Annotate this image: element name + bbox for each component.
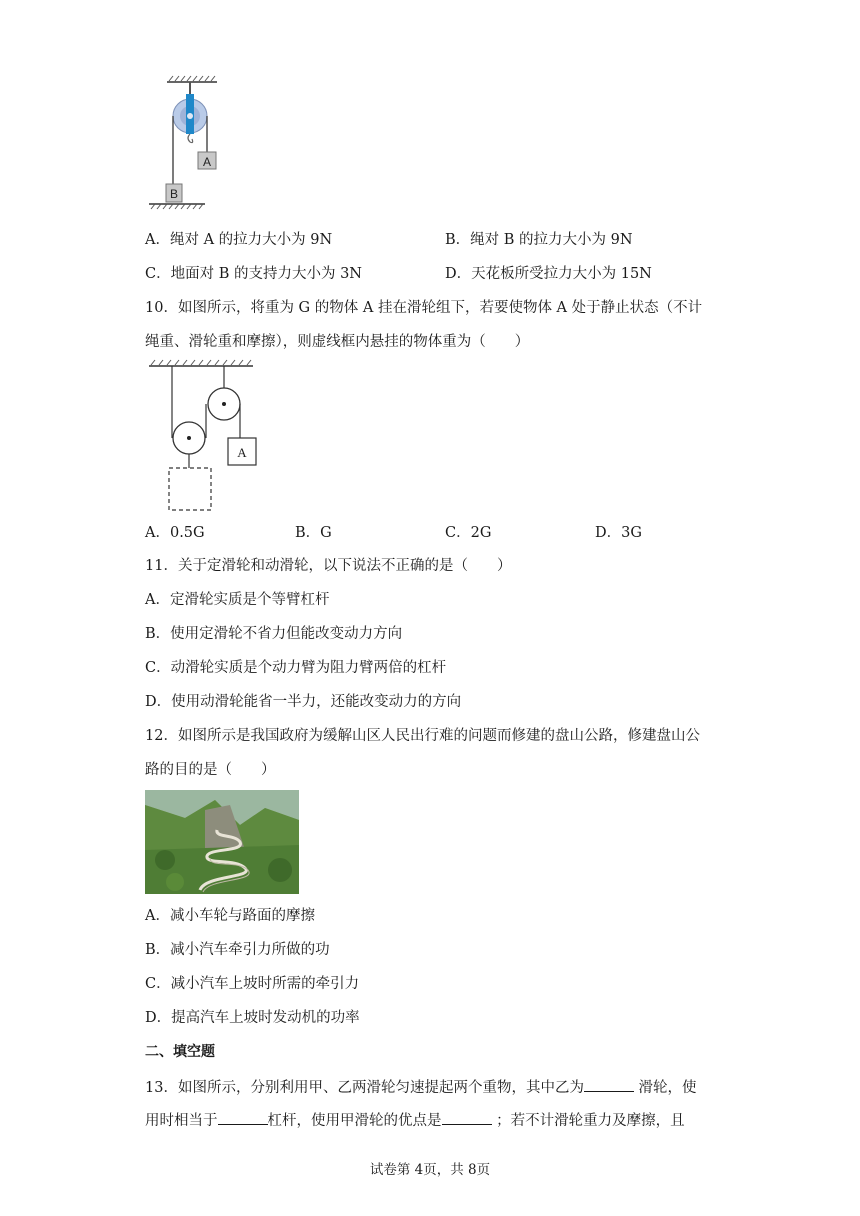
q10-option-c: C．2G — [445, 525, 492, 541]
pulley-figure-2 — [145, 358, 265, 516]
block-b-label: B — [169, 187, 179, 201]
page-footer: 试卷第 4页，共 8页 — [369, 1162, 491, 1178]
q10-option-d: D．3G — [595, 525, 642, 541]
q13-line1-tail: 滑轮，使 — [633, 1080, 697, 1096]
q12-option-c: C．减小汽车上坡时所需的牵引力 — [145, 976, 360, 992]
q11-option-a: A．定滑轮实质是个等臂杠杆 — [145, 592, 330, 608]
q10-option-b: B．G — [295, 525, 332, 541]
q11-option-d: D．使用动滑轮能省一半力，还能改变动力的方向 — [145, 694, 462, 710]
q13-line1 — [145, 1077, 697, 1098]
q13-blank-2[interactable] — [218, 1110, 268, 1125]
q12-stem-line2: 路的目的是（ ） — [145, 762, 276, 778]
q12-stem-line1: 12．如图所示是我国政府为缓解山区人民出行难的问题而修建的盘山公路，修建盘山公 — [145, 728, 700, 744]
q9-option-b: B．绳对 B 的拉力大小为 9N — [445, 232, 633, 248]
figure2-a-label: A — [237, 445, 247, 460]
q13-line2-text: 用时相当于 — [145, 1113, 218, 1129]
pulley-figure-1 — [145, 74, 225, 214]
q11-option-c: C．动滑轮实质是个动力臂为阻力臂两倍的杠杆 — [145, 660, 447, 676]
q12-option-a: A．减小车轮与路面的摩擦 — [145, 908, 315, 924]
q10-stem-line2: 绳重、滑轮重和摩擦），则虚线框内悬挂的物体重为（ ） — [145, 334, 530, 350]
q12-option-b: B．减小汽车牵引力所做的功 — [145, 942, 330, 958]
q13-line2-mid: 杠杆，使用甲滑轮的优点是 — [267, 1113, 442, 1129]
section-title: 二、填空题 — [145, 1044, 215, 1060]
q13-blank-3[interactable] — [442, 1110, 492, 1125]
q13-line2-tail: ；若不计滑轮重力及摩擦，且 — [491, 1113, 685, 1129]
q9-option-a: A．绳对 A 的拉力大小为 9N — [145, 232, 333, 248]
block-a-label: A — [202, 155, 212, 169]
q11-option-b: B．使用定滑轮不省力但能改变动力方向 — [145, 626, 403, 642]
q9-option-c: C．地面对 B 的支持力大小为 3N — [145, 266, 362, 282]
q11-stem: 11．关于定滑轮和动滑轮，以下说法不正确的是（ ） — [145, 558, 512, 574]
q10-stem-line1: 10．如图所示，将重为 G 的物体 A 挂在滑轮组下，若要使物体 A 处于静止状态（不计 — [145, 300, 703, 316]
q13-blank-1[interactable] — [584, 1077, 634, 1092]
q9-option-d: D．天花板所受拉力大小为 15N — [445, 266, 652, 282]
mountain-road-photo — [145, 790, 299, 894]
q12-option-d: D．提高汽车上坡时发动机的功率 — [145, 1010, 360, 1026]
q10-option-a: A．0.5G — [145, 525, 205, 541]
q13-line1-text: 13．如图所示，分别利用甲、乙两滑轮匀速提起两个重物，其中乙为 — [145, 1080, 584, 1096]
q13-line2 — [145, 1110, 685, 1131]
